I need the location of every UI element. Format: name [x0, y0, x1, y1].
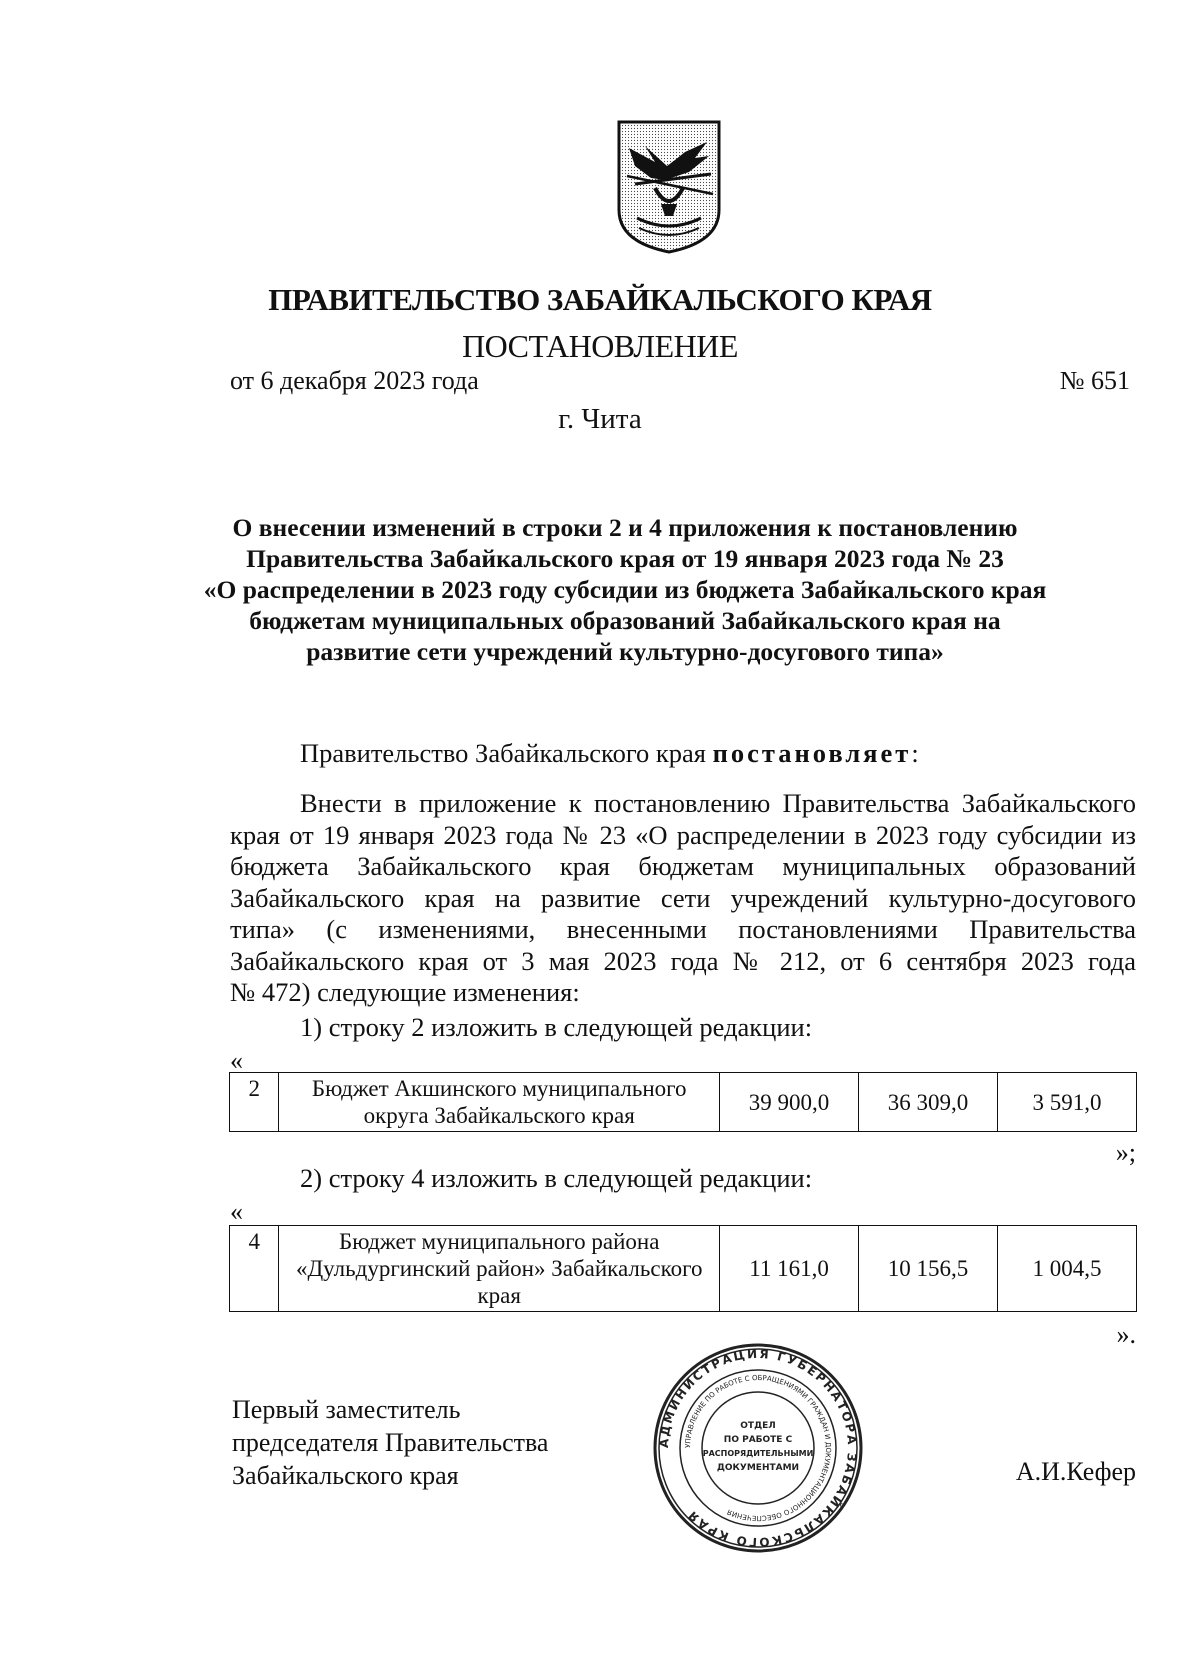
- resolution-paragraph: [230, 788, 1136, 1009]
- table-row: [230, 1073, 1137, 1132]
- row-name: [279, 1226, 720, 1312]
- paragraph-line: Внести в приложение к постановлению Правительства Забайкальского: [300, 788, 1136, 818]
- row-name-line: округа Забайкальского края: [363, 1103, 635, 1128]
- row-name-line: Бюджет муниципального района: [338, 1229, 660, 1254]
- stamp-center-line: ПО РАБОТЕ С: [723, 1435, 793, 1445]
- svg-text:УПРАВЛЕНИЕ ПО РАБОТЕ С ОБРАЩЕН: [684, 1374, 832, 1522]
- item-1-close-quote: »;: [1115, 1138, 1136, 1167]
- row-value-regional: 10 156,5: [859, 1226, 998, 1312]
- row-value-total: 11 161,0: [720, 1226, 859, 1312]
- lead-verb: постановляет: [712, 738, 912, 768]
- row-value-local: 3 591,0: [997, 1073, 1136, 1132]
- item-1-table: [229, 1072, 1137, 1132]
- document-type: ПОСТАНОВЛЕНИЕ: [462, 328, 738, 364]
- row-number: 4: [230, 1226, 279, 1312]
- item-1-label: 1) строку 2 изложить в следующей редакции:: [300, 1012, 813, 1042]
- stamp-inner-ring-text: УПРАВЛЕНИЕ ПО РАБОТЕ С ОБРАЩЕНИЯМИ ГРАЖДАН И ДОКУМЕНТАЦИОННОГО ОБЕСПЕЧЕНИЯ: [683, 1373, 833, 1523]
- row-name-line: края: [477, 1283, 521, 1308]
- item-2-close-quote: ».: [1116, 1320, 1136, 1349]
- paragraph-line: № 472) следующие изменения:: [230, 977, 580, 1007]
- document-heading: [200, 512, 1050, 667]
- table-row: [230, 1226, 1137, 1312]
- row-name: [279, 1073, 720, 1132]
- document-number: № 651: [1059, 366, 1130, 395]
- paragraph-line: бюджета Забайкальского края бюджетам муниципальных образований: [230, 851, 1136, 881]
- row-value-regional: 36 309,0: [859, 1073, 998, 1132]
- signatory-position: [232, 1393, 548, 1492]
- stamp-center-line: РАСПОРЯДИТЕЛЬНЫМИ: [702, 1449, 814, 1458]
- row-number: 2: [230, 1073, 279, 1132]
- paragraph-line: Забайкальского края на развитие сети учреждений культурно-досугового: [230, 882, 1136, 913]
- item-2-table: [229, 1225, 1137, 1312]
- signer-name: А.И.Кефер: [1015, 1457, 1136, 1486]
- position-line: Первый заместитель: [232, 1395, 461, 1424]
- position-line: председателя Правительства: [232, 1428, 549, 1457]
- heading-line: О внесении изменений в строки 2 и 4 приложения к постановлению: [232, 513, 1018, 542]
- document-city: г. Чита: [558, 403, 642, 435]
- paragraph-line: типа» (с изменениями, внесенными постановлениями Правительства: [230, 914, 1136, 944]
- row-name-line: «Дульдургинский район» Забайкальского: [295, 1256, 703, 1281]
- item-2-open-quote: «: [230, 1197, 243, 1226]
- official-stamp: [652, 1342, 864, 1554]
- document-date: от 6 декабря 2023 года: [230, 366, 479, 395]
- heading-line: Правительства Забайкальского края от 19 января 2023 года № 23: [246, 544, 1004, 573]
- heading-line: «О распределении в 2023 году субсидии из бюджета Забайкальского края: [203, 575, 1047, 604]
- paragraph-line: края от 19 января 2023 года № 23 «О распределении в 2023 году субсидии из: [230, 819, 1136, 850]
- stamp-center-line: ДОКУМЕНТАМИ: [716, 1463, 800, 1473]
- item-2-label: 2) строку 4 изложить в следующей редакции:: [300, 1163, 813, 1193]
- heading-line: бюджетам муниципальных образований Забайкальского края на: [249, 606, 1001, 635]
- paragraph-line: Забайкальского края от 3 мая 2023 года № 212, от 6 сентября 2023 года: [230, 945, 1136, 976]
- row-value-local: 1 004,5: [997, 1226, 1136, 1312]
- heading-line: развитие сети учреждений культурно-досугового типа»: [306, 637, 944, 666]
- position-line: Забайкальского края: [232, 1461, 459, 1490]
- coat-of-arms-emblem: [615, 118, 723, 254]
- resolution-lead: [300, 738, 919, 770]
- row-name-line: Бюджет Акшинского муниципального: [311, 1076, 687, 1101]
- row-value-total: 39 900,0: [720, 1073, 859, 1132]
- government-title: ПРАВИТЕЛЬСТВО ЗАБАЙКАЛЬСКОГО КРАЯ: [268, 282, 932, 317]
- stamp-center-line: ОТДЕЛ: [740, 1421, 776, 1431]
- item-1-open-quote: «: [230, 1046, 243, 1075]
- stamp-outer-text: АДМИНИСТРАЦИЯ ГУБЕРНАТОРА ЗАБАЙКАЛЬСКОГО КРАЯ: [656, 1346, 860, 1550]
- lead-text: Правительство Забайкальского края: [300, 738, 706, 768]
- lead-colon: :: [911, 738, 919, 768]
